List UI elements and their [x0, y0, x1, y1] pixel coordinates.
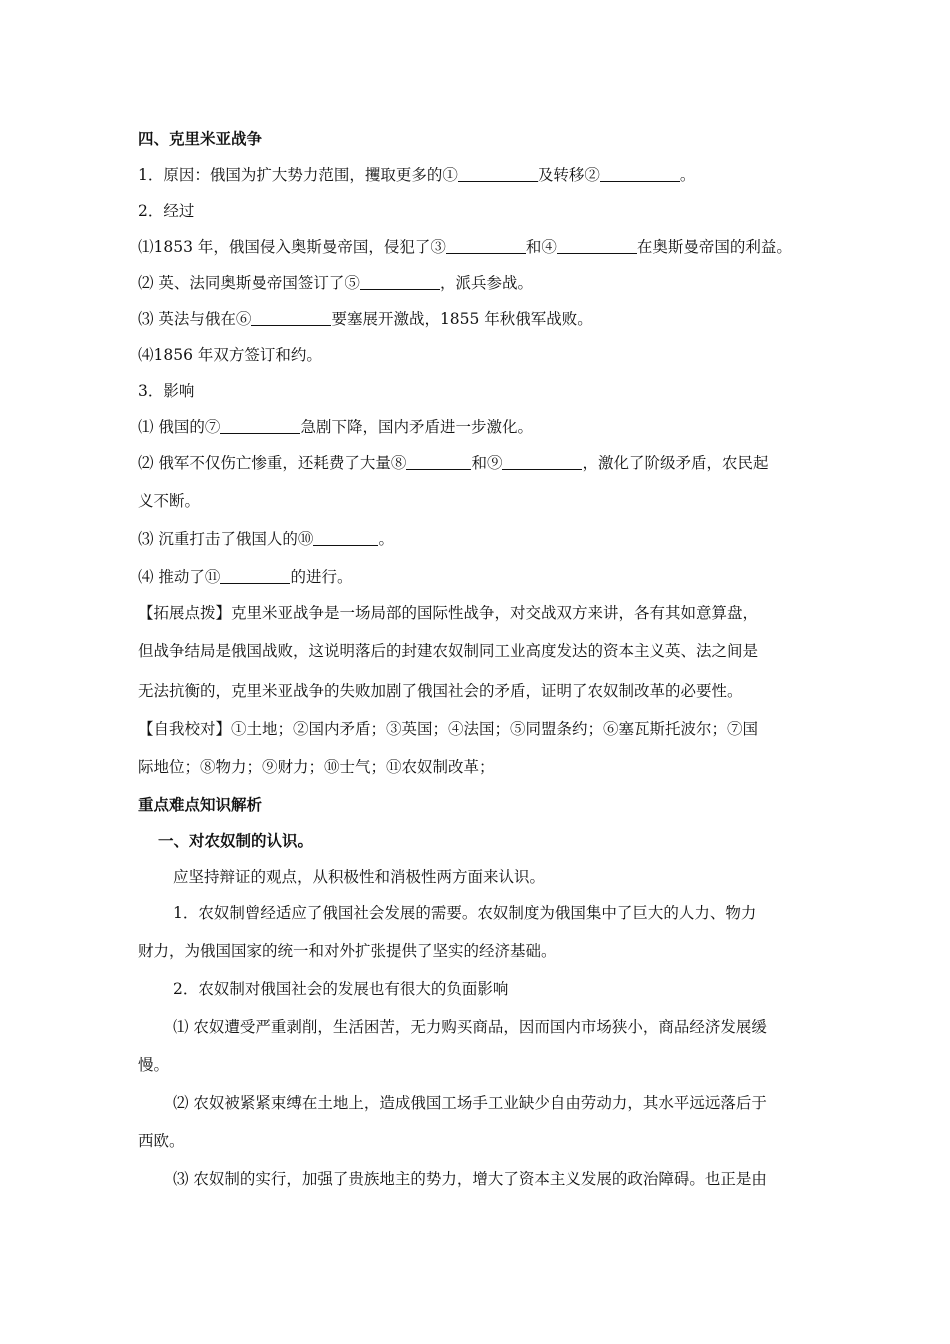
text: ⑵ 俄军不仅伤亡惨重，还耗费了大量⑧ [138, 454, 407, 472]
text: 急剧下降，国内矛盾进一步激化。 [300, 418, 533, 436]
text: ⑷ 推动了⑪ [138, 568, 221, 586]
blank-5 [360, 273, 440, 290]
impact-item-2-cont: 义不断。 [138, 492, 201, 510]
text: 要塞展开激战，1855 年秋俄军战败。 [331, 310, 593, 328]
blank-4 [557, 237, 637, 254]
text: 和⑨ [471, 454, 503, 472]
analysis-title: 重点难点知识解析 [138, 796, 263, 814]
blank-6 [251, 309, 331, 326]
expand-line-1: 【拓展点拨】克里米亚战争是一场局部的国际性战争，对交战双方来讲，各有其如意算盘， [138, 604, 759, 622]
impact-item-1 [138, 416, 533, 438]
impact-item-3 [138, 528, 394, 550]
text: ⑴1853 年，俄国侵入奥斯曼帝国，侵犯了③ [138, 238, 446, 256]
text: ⑴ 俄国的⑦ [138, 418, 221, 436]
impact-item-2 [138, 452, 768, 474]
impact-title: 3．影响 [138, 382, 195, 400]
text: ⑶ 沉重打击了俄国人的⑩ [138, 530, 314, 548]
cause-line [138, 164, 695, 186]
impact-item-4 [138, 566, 352, 588]
text: 的进行。 [290, 568, 353, 586]
blank-2 [600, 165, 680, 182]
text: 及转移② [537, 166, 600, 184]
blank-1 [458, 165, 538, 182]
point-2: 2．农奴制对俄国社会的发展也有很大的负面影响 [173, 980, 509, 998]
blank-8 [406, 453, 471, 470]
neg-2-line-2: 西欧。 [138, 1132, 185, 1150]
process-title: 2．经过 [138, 202, 195, 220]
section-title: 四、克里米亚战争 [138, 130, 263, 148]
text: 和④ [525, 238, 557, 256]
blank-10 [313, 529, 378, 546]
expand-line-3: 无法抗衡的，克里米亚战争的失败加剧了俄国社会的矛盾，证明了农奴制改革的必要性。 [138, 682, 743, 700]
blank-3 [446, 237, 526, 254]
check-line-2: 际地位；⑧物力；⑨财力；⑩士气；⑪农奴制改革； [138, 758, 495, 776]
text: ，激化了阶级矛盾，农民起 [582, 454, 769, 472]
analysis-intro: 应坚持辩证的观点，从积极性和消极性两方面来认识。 [173, 868, 546, 886]
text: 在奥斯曼帝国的利益。 [636, 238, 792, 256]
neg-1-line-1: ⑴ 农奴遭受严重剥削，生活困苦，无力购买商品，因而国内市场狭小，商品经济发展缓 [173, 1018, 767, 1036]
point-1-line-2: 财力，为俄国国家的统一和对外扩张提供了坚实的经济基础。 [138, 942, 557, 960]
process-item-3 [138, 308, 593, 330]
process-item-4: ⑷1856 年双方签订和约。 [138, 346, 322, 364]
blank-11 [220, 567, 290, 584]
text: ⑶ 英法与俄在⑥ [138, 310, 252, 328]
text: ，派兵参战。 [439, 274, 533, 292]
point-1-line-1: 1．农奴制曾经适应了俄国社会发展的需要。农奴制度为俄国集中了巨大的人力、物力 [173, 904, 757, 922]
analysis-subtitle: 一、对农奴制的认识。 [158, 832, 314, 850]
neg-3-line-1: ⑶ 农奴制的实行，加强了贵族地主的势力，增大了资本主义发展的政治障碍。也正是由 [173, 1170, 767, 1188]
blank-7 [220, 417, 300, 434]
neg-1-line-2: 慢。 [138, 1056, 170, 1074]
text: ⑵ 英、法同奥斯曼帝国签订了⑤ [138, 274, 360, 292]
check-line-1: 【自我校对】①土地；②国内矛盾；③英国；④法国；⑤同盟条约；⑥塞瓦斯托波尔；⑦国 [138, 720, 759, 738]
text: 。 [679, 166, 696, 184]
text: 。 [378, 530, 394, 548]
text: 1．原因：俄国为扩大势力范围，攫取更多的① [138, 166, 458, 184]
blank-9 [502, 453, 582, 470]
process-item-1 [138, 236, 792, 258]
process-item-2 [138, 272, 533, 294]
expand-line-2: 但战争结局是俄国战败，这说明落后的封建农奴制同工业高度发达的资本主义英、法之间是 [138, 642, 759, 660]
neg-2-line-1: ⑵ 农奴被紧紧束缚在土地上，造成俄国工场手工业缺少自由劳动力，其水平远远落后于 [173, 1094, 767, 1112]
